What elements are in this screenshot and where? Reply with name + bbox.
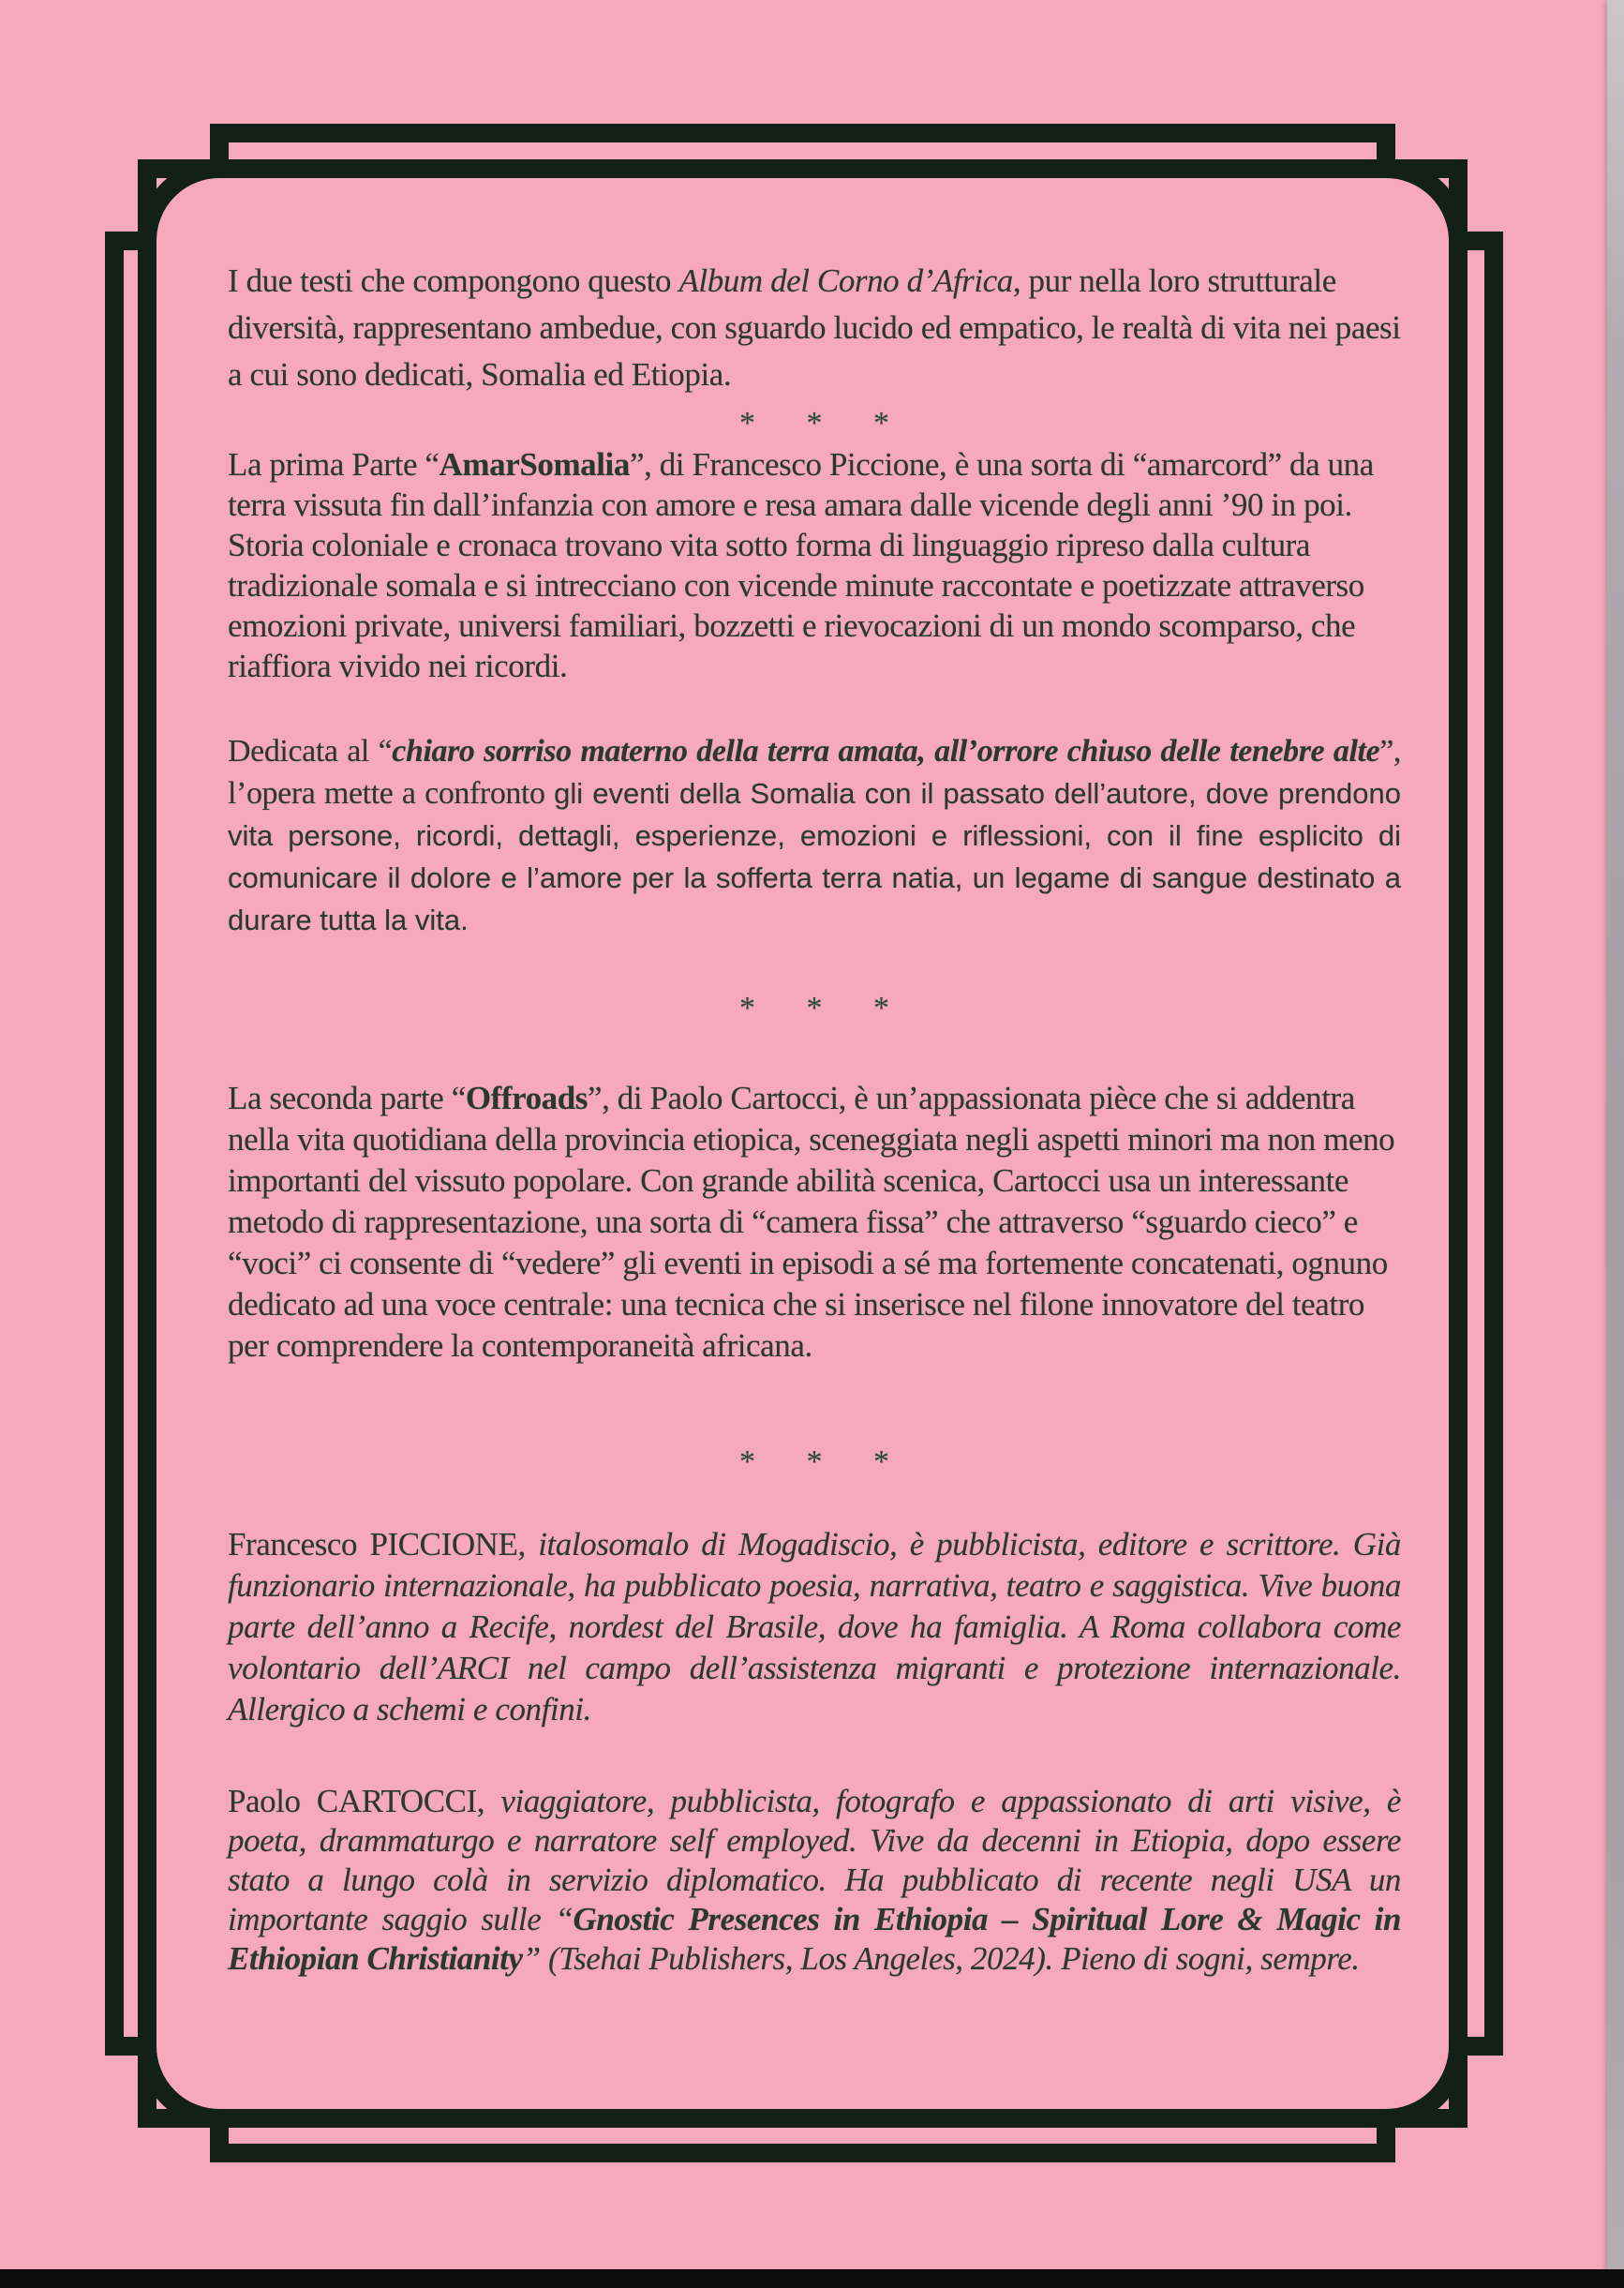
text-segment: viaggiatore, pubblicista, fotografo e appassionato di arti visive, è poeta, drammaturgo e narratore self employed. Vive da decenni in Etiopia, dopo essere stato a lungo colà in servizio diplomatico. Ha pubblicato di recente negli USA un importante saggio sulle “ [228,1783,1401,1937]
frame-corner-arc-top-right [1386,169,1458,241]
frame-corner-arc-bottom-right [1386,2046,1458,2118]
text-segment: Offroads [465,1080,588,1116]
text-segment: , pur nella loro strutturale diversità, rappresentano ambedue, con sguardo lucido ed empatico, le realtà di vita nei paesi a cui sono dedicati, Somalia ed Etiopia. [228,262,1401,393]
frame-corner-arc-top-left [147,169,219,241]
frame-outer-top-rule [219,133,1386,169]
text-segment: gli eventi della Somalia con il passato dell’autore, dove prendono vita persone, ricordi, dettagli, esperienze, emozioni e riflessioni, con il fine esplicito di comunicare il dolore e l’amore per la sofferta terra natia, un legame di sangue destinato a durare tutta la vita. [228,777,1401,936]
text-segment: I due testi che compongono questo [228,262,679,299]
asterisk-separator: * * * [739,406,889,441]
text-segment: chiaro sorriso materno della terra amata, all’orrore chiuso delle tenebre alte [392,734,1380,769]
asterisk-separator: * * * [739,991,889,1025]
frame-outer-right-rule [1458,241,1494,2046]
bio-piccione [228,1524,1401,1730]
bio-cartocci [228,1782,1401,1979]
text-segment: La prima Parte “ [228,446,440,483]
text-segment: Francesco PICCIONE, [228,1526,539,1563]
text-segment: italosomalo di Mogadiscio, è pubblicista, editore e scrittore. Già funzionario internazionale, ha pubblicato poesia, narrativa, teatro e saggistica. Vive buona parte dell’anno a Recife, nordest del Brasile, dove ha famiglia. A Roma collabora come volontario dell’ARCI nel campo dell’assistenza migranti e protezione internazionale. Allergico a schemi e confini. [228,1526,1401,1727]
text-segment: ”, di Francesco Piccione, è una sorta di “amarcord” da una terra vissuta fin dall’infanzia con amore e resa amara dalle vicende degli anni ’90 in poi. Storia coloniale e cronaca trovano vita sotto forma di linguaggio ripreso dalla cultura tradizionale somala e si intrecciano con vicende minute raccontate e poetizzate attraverso emozioni private, universi familiari, bozzetti e rievocazioni di un mondo scomparso, che riaffiora vivido nei ricordi. [228,446,1374,684]
text-segment: ”, di Paolo Cartocci, è un’appassionata pièce che si addentra nella vita quotidiana della provincia etiopica, sceneggiata negli aspetti minori ma non meno importanti del vissuto popolare. Con grande abilità scenica, Cartocci usa un interessante metodo di rappresentazione, una sorta di “camera fissa” che attraverso “sguardo cieco” e “voci” ci consente di “vedere” gli eventi in episodi a sé ma fortemente concatenati, ognuno dedicato ad una voce centrale: una tecnica che si inserisce nel filone innovatore del teatro per comprendere la contemporaneità africana. [228,1080,1395,1364]
frame-outer-left-rule [114,241,147,2046]
page-edge-shadow [1607,0,1624,2288]
text-segment: (Tsehai Publishers, Los Angeles, 2024). Pieno di sogni, sempre. [548,1940,1360,1977]
text-segment: Gnostic Presences in Ethiopia – Spiritual Lore & Magic in Ethiopian Christianity [228,1901,1401,1977]
text-segment: ”, l’opera mette a confronto [228,734,1401,811]
text-segment: Album del Corno d’Africa [678,262,1013,299]
scan-bottom-band [0,2269,1624,2288]
paragraph-intro [228,258,1401,398]
paragraph-amarsomalia [228,444,1401,686]
text-segment: ” [522,1940,549,1977]
frame-outer-bottom-rule [219,2118,1386,2153]
paragraph-offroads [228,1078,1401,1367]
paragraph-dedication [228,730,1401,941]
frame-corner-arc-bottom-left [147,2046,219,2118]
text-segment: La seconda parte “ [228,1080,466,1116]
text-segment: Paolo CARTOCCI, [228,1783,501,1819]
text-segment: Dedicata al “ [228,734,393,769]
asterisk-separator: * * * [739,1444,889,1479]
text-segment: AmarSomalia [439,446,630,483]
